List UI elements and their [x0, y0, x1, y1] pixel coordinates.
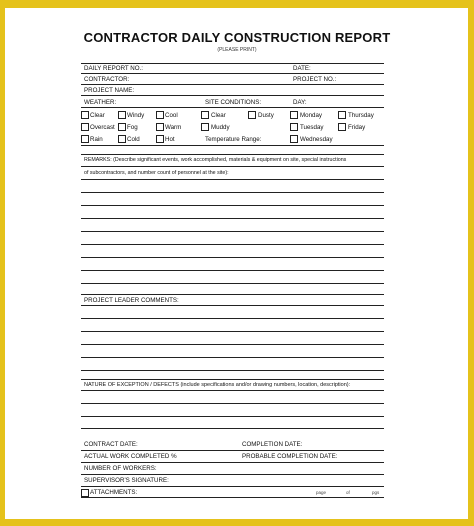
remarks-label-line2: of subcontractors, and number count of personnel at the site):	[84, 170, 229, 176]
weather-warm-checkbox[interactable]	[156, 123, 164, 131]
form-title: CONTRACTOR DAILY CONSTRUCTION REPORT	[83, 30, 391, 45]
weather-rain-checkbox[interactable]	[81, 135, 89, 143]
weather-clear-label: Clear	[90, 112, 105, 119]
weather-clear-checkbox[interactable]	[81, 111, 89, 119]
temperature-range-label: Temperature Range:	[205, 136, 262, 143]
day-monday-label: Monday	[300, 112, 323, 119]
daily-report-no-field[interactable]	[81, 73, 384, 74]
exception-line[interactable]	[81, 390, 384, 391]
exception-line[interactable]	[81, 416, 384, 417]
weather-cold-checkbox[interactable]	[118, 135, 126, 143]
day-wednesday-label: Wednesday	[300, 136, 333, 143]
site-dusty-label: Dusty	[258, 112, 274, 119]
supervisor-signature-field[interactable]	[81, 486, 384, 487]
exception-line[interactable]	[81, 428, 384, 429]
site-dusty-checkbox[interactable]	[248, 111, 256, 119]
contractor-label: CONTRACTOR:	[84, 76, 130, 83]
remarks-rule	[81, 166, 384, 167]
remarks-line[interactable]	[81, 294, 384, 295]
site-clear-label: Clear	[211, 112, 226, 119]
site-muddy-label: Muddy	[211, 124, 230, 131]
daily-report-no-label: DAILY REPORT NO.:	[84, 65, 144, 72]
comments-line[interactable]	[81, 370, 384, 371]
remarks-line[interactable]	[81, 257, 384, 258]
page-of: of	[346, 490, 350, 495]
remarks-top-rule	[81, 154, 384, 155]
weather-hot-checkbox[interactable]	[156, 135, 164, 143]
weather-overcast-label: Overcast	[90, 124, 115, 131]
weather-cool-label: Cool	[165, 112, 178, 119]
comments-line[interactable]	[81, 318, 384, 319]
completion-date-label: COMPLETION DATE:	[242, 441, 303, 448]
remarks-line[interactable]	[81, 205, 384, 206]
attachments-field[interactable]	[81, 497, 384, 498]
number-of-workers-label: NUMBER OF WORKERS:	[84, 465, 157, 472]
site-clear-checkbox[interactable]	[201, 111, 209, 119]
page-prefix: page	[316, 490, 327, 495]
attachments-label: ATTACHMENTS:	[90, 489, 138, 496]
number-of-workers-field[interactable]	[81, 474, 384, 475]
project-name-field[interactable]	[81, 95, 384, 96]
weather-windy-checkbox[interactable]	[118, 111, 126, 119]
day-tuesday-label: Tuesday	[300, 124, 324, 131]
attachments-checkbox[interactable]	[81, 489, 89, 497]
contractor-field[interactable]	[81, 84, 384, 85]
date-label: DATE:	[293, 65, 311, 72]
comments-line[interactable]	[81, 357, 384, 358]
comments-line[interactable]	[81, 344, 384, 345]
contract-date-field[interactable]	[81, 450, 384, 451]
remarks-line[interactable]	[81, 179, 384, 180]
day-thursday-checkbox[interactable]	[338, 111, 346, 119]
weather-label: WEATHER:	[84, 99, 117, 106]
header-top-rule	[81, 63, 384, 64]
remarks-line[interactable]	[81, 244, 384, 245]
exception-line[interactable]	[81, 403, 384, 404]
weather-hot-label: Hot	[165, 136, 175, 143]
day-label: DAY:	[293, 99, 307, 106]
weather-fog-checkbox[interactable]	[118, 123, 126, 131]
weather-overcast-checkbox[interactable]	[81, 123, 89, 131]
conditions-rule	[81, 107, 384, 108]
remarks-line[interactable]	[81, 270, 384, 271]
weather-windy-label: Windy	[127, 112, 145, 119]
project-leader-comments-label: PROJECT LEADER COMMENTS:	[84, 297, 179, 304]
page-suffix: pgs	[372, 490, 380, 495]
site-muddy-checkbox[interactable]	[201, 123, 209, 131]
remarks-line[interactable]	[81, 231, 384, 232]
project-no-label: PROJECT NO.:	[293, 76, 337, 83]
weather-cool-checkbox[interactable]	[156, 111, 164, 119]
site-conditions-label: SITE CONDITIONS:	[205, 99, 262, 106]
project-name-label: PROJECT NAME:	[84, 87, 135, 94]
probable-completion-date-label: PROBABLE COMPLETION DATE:	[242, 453, 338, 460]
form-subtitle: (PLEASE PRINT)	[217, 47, 257, 53]
remarks-line[interactable]	[81, 218, 384, 219]
comments-line[interactable]	[81, 331, 384, 332]
exception-label: NATURE OF EXCEPTION / DEFECTS (include specifications and/or drawing numbers, location, description):	[84, 382, 351, 388]
actual-work-field[interactable]	[81, 462, 384, 463]
comments-line[interactable]	[81, 379, 384, 380]
weather-rain-label: Rain	[90, 136, 103, 143]
contract-date-label: CONTRACT DATE:	[84, 441, 138, 448]
remarks-line[interactable]	[81, 283, 384, 284]
supervisor-signature-label: SUPERVISOR'S SIGNATURE:	[84, 477, 169, 484]
actual-work-completed-label: ACTUAL WORK COMPLETED %	[84, 453, 177, 460]
weather-warm-label: Warm	[165, 124, 182, 131]
remarks-line[interactable]	[81, 192, 384, 193]
day-wednesday-checkbox[interactable]	[290, 135, 298, 143]
day-monday-checkbox[interactable]	[290, 111, 298, 119]
conditions-bottom-rule	[81, 145, 384, 146]
remarks-label-line1: REMARKS: (Describe significant events, work accomplished, materials & equipment on site, special instructions	[84, 157, 347, 163]
day-friday-checkbox[interactable]	[338, 123, 346, 131]
weather-cold-label: Cold	[127, 136, 140, 143]
weather-fog-label: Fog	[127, 124, 138, 131]
day-friday-label: Friday	[348, 124, 366, 131]
comments-line[interactable]	[81, 305, 384, 306]
day-tuesday-checkbox[interactable]	[290, 123, 298, 131]
day-thursday-label: Thursday	[348, 112, 374, 119]
